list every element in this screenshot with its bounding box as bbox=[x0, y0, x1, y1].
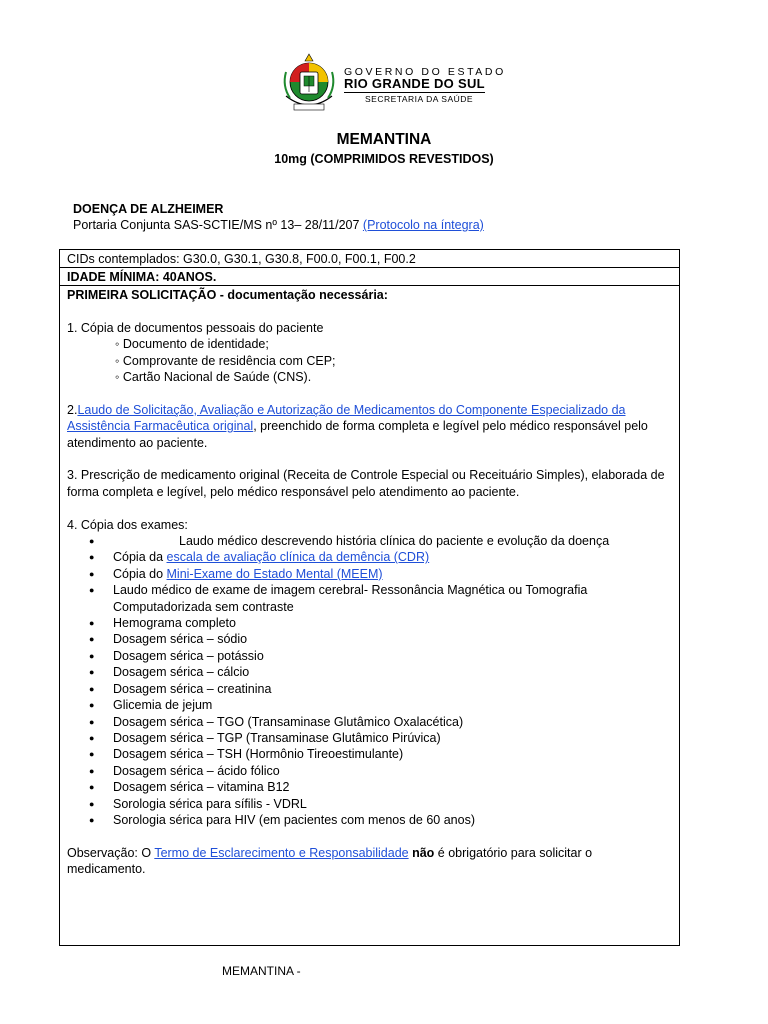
item-1-title: 1. Cópia de documentos pessoais do paciente bbox=[67, 320, 324, 335]
item-1-sub: ◦ Cartão Nacional de Saúde (CNS). bbox=[115, 370, 312, 385]
document-subtitle: 10mg (COMPRIMIDOS REVESTIDOS) bbox=[274, 152, 494, 166]
exam-item: ● Sorologia sérica para HIV (em pacientes com menos de 60 anos) bbox=[67, 812, 671, 828]
exam-item: ● Laudo médico de exame de imagem cerebral- Ressonância Magnética ou Tomografia Computadorizada sem contraste bbox=[67, 582, 671, 615]
observacao-bold: não bbox=[408, 845, 435, 860]
exam-item bbox=[67, 566, 671, 582]
exam-text: Cópia da bbox=[113, 550, 167, 565]
exam-item: ● Dosagem sérica – TSH (Hormônio Tireoestimulante) bbox=[67, 746, 671, 762]
exam-item: ● Dosagem sérica – TGO (Transaminase Glutâmico Oxalacética) bbox=[67, 714, 671, 730]
item-4-title: 4. Cópia dos exames: bbox=[67, 517, 188, 532]
exam-item: ● Dosagem sérica – creatinina bbox=[67, 681, 671, 697]
document-title: MEMANTINA bbox=[336, 131, 432, 148]
exam-item bbox=[67, 549, 671, 565]
documentation-cell bbox=[67, 287, 671, 878]
exam-item: ● Dosagem sérica – ácido fólico bbox=[67, 763, 671, 779]
exam-item: ● Dosagem sérica – potássio bbox=[67, 648, 671, 664]
primeira-solicitacao-heading bbox=[67, 287, 671, 303]
page-footer: MEMANTINA - bbox=[222, 964, 301, 978]
exam-item: ● Dosagem sérica – sódio bbox=[67, 631, 671, 647]
disease-name: DOENÇA DE ALZHEIMER bbox=[73, 202, 224, 216]
cdr-link[interactable]: escala de avaliação clínica da demência (CDR) bbox=[166, 550, 430, 565]
item-2-rest: , preenchido de forma completa e legível pelo médico responsável pelo atendimento ao paciente. bbox=[67, 419, 648, 450]
letterhead bbox=[280, 52, 506, 124]
exam-item: ● Sorologia sérica para sífilis - VDRL bbox=[67, 796, 671, 812]
primeira-rest: - documentação necessária: bbox=[216, 288, 388, 302]
gov-line-1: GOVERNO DO ESTADO bbox=[344, 66, 506, 78]
cids-row: CIDs contemplados: G30.0, G30.1, G30.8, F00.0, F00.1, F00.2 bbox=[60, 250, 679, 268]
portaria-line bbox=[73, 218, 484, 232]
requirements-table bbox=[59, 249, 680, 946]
exam-text: Cópia do bbox=[113, 566, 167, 581]
item-2 bbox=[67, 402, 671, 451]
meem-link[interactable]: Mini-Exame do Estado Mental (MEEM) bbox=[166, 566, 383, 581]
item-2-prefix: 2. bbox=[67, 402, 78, 417]
exam-list bbox=[67, 533, 671, 828]
exam-text: Laudo médico descrevendo história clínica do paciente e evolução da doença bbox=[179, 534, 610, 549]
termo-link[interactable]: Termo de Esclarecimento e Responsabilidade bbox=[154, 845, 409, 860]
exam-item: ● Glicemia de jejum bbox=[67, 697, 671, 713]
item-1-sub: ◦ Comprovante de residência com CEP; bbox=[115, 353, 336, 368]
laudo-link[interactable]: Laudo de Solicitação, Avaliação e Autorização de Medicamentos do Componente Especializado da Assistência Farmacêutica original bbox=[67, 402, 626, 434]
exam-item: ● Hemograma completo bbox=[67, 615, 671, 631]
observacao-prefix: Observação: O bbox=[67, 845, 155, 860]
exam-item: ● Dosagem sérica – cálcio bbox=[67, 664, 671, 680]
exam-item: ● Dosagem sérica – TGP (Transaminase Glutâmico Pirúvica) bbox=[67, 730, 671, 746]
idade-row: IDADE MÍNIMA: 40ANOS. bbox=[60, 268, 679, 286]
item-3: 3. Prescrição de medicamento original (Receita de Controle Especial ou Receituário Simples), elaborada de forma completa e legível, pelo médico responsável pelo atendimento ao paciente. bbox=[67, 468, 665, 499]
gov-line-3: SECRETARIA DA SAÚDE bbox=[365, 94, 474, 104]
primeira-label: PRIMEIRA SOLICITAÇÃO bbox=[67, 288, 217, 302]
exam-item bbox=[67, 533, 671, 549]
observacao bbox=[67, 845, 671, 878]
exam-item: ● Dosagem sérica – vitamina B12 bbox=[67, 779, 671, 795]
portaria-text: Portaria Conjunta SAS-SCTIE/MS nº 13– 28/11/207 bbox=[73, 218, 363, 232]
protocolo-link[interactable]: (Protocolo na íntegra) bbox=[362, 218, 484, 232]
coat-of-arms-icon bbox=[280, 52, 338, 122]
gov-line-2: RIO GRANDE DO SUL bbox=[344, 76, 485, 91]
observacao-rest: é obrigatório para solicitar o medicamento. bbox=[67, 845, 593, 877]
item-1-sub: ◦ Documento de identidade; bbox=[115, 337, 269, 352]
